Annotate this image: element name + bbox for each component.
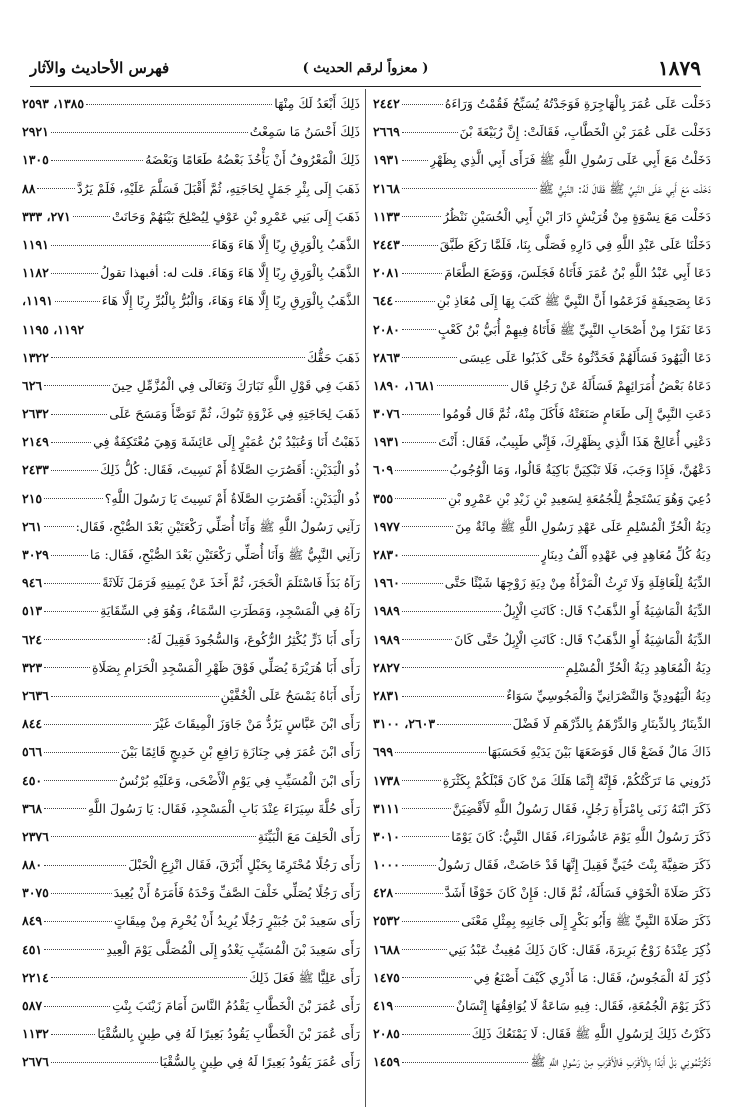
entry-text: الذَّهَبُ بِالْوَرِقِ رِبًا إِلَّا هَاءَ وَهَاءَ، وَالْبُرُّ بِالْبُرِّ رِبًا إِلَّا هَاءَ [101,293,360,309]
leader-dots [44,385,110,386]
hadith-number: ٢٦٧٦ [22,1054,49,1070]
leader-dots [44,724,151,725]
hadith-number: ٥٦٦ [22,744,43,760]
index-entry [373,1020,711,1048]
entry-text: ذَرُونِي مَا تَرَكْتُكُمْ، فَإِنَّهُ إِنَّمَا هَلَكَ مَنْ كَانَ قَبْلَكُمْ بِكَثْرَةِ [442,772,711,788]
index-entry [22,795,360,823]
entry-text: رَآهُ فِي الْمَسْجِدِ، وَمَطَرَتِ السَّمَاءُ، وَهُوَ فِي السِّقَايَةِ [100,603,360,619]
entry-text: ذُو الْيَدَيْنِ: أَقَصُرَتِ الصَّلَاةُ أَمْ نَسِيتَ يَا رَسُولَ اللَّهِ؟ [104,490,360,506]
entry-text: ذَلِكَ أَبْعَدُ لَكَ مِنْهَا [274,96,360,111]
index-entry [373,654,711,682]
index-entry [373,738,711,766]
entry-text: ذُكِرَ عِنْدَهُ زَوْجُ بَرِيرَةَ، فَقَال: كَانَ ذَلِكَ مُغِيثٌ عَبْدُ بَنِي [448,941,711,957]
leader-dots [44,1006,110,1007]
index-entry [373,146,711,174]
hadith-number: ٢٩٢١ [22,124,49,140]
hadith-number: ١٧٣٨ [373,772,400,788]
hadith-number: ٦٤٤ [373,293,394,309]
leader-dots [44,526,73,527]
hadith-number: ٤١٩ [373,998,394,1013]
hadith-number: ١١٩١ [22,236,49,252]
hadith-number: ١٠٠٠ [373,857,400,873]
index-entry [373,372,711,400]
leader-dots [51,132,248,133]
leader-dots [402,245,438,246]
index-entry [373,513,711,541]
hadith-number: ٣٥٥ [373,490,394,506]
index-entry [22,146,360,174]
entry-text: رَأَى حُلَّةَ سِيَرَاءَ عِنْدَ بَابِ الْمَسْجِدِ، فَقَال: يَا رَسُولَ اللَّهِ [87,800,360,816]
index-entry [373,1048,711,1076]
leader-dots [402,160,428,161]
entry-text: دَعَاهُ بَعْضُ أُمَرَائِهِمْ فَسَأَلَهُ عَنْ رَجُلٍ قَال [510,377,711,393]
entry-text: ذَكَرَ رَسُولُ اللَّهِ يَوْمَ عَاشُورَاءَ، فَقَال النَّبِيُّ: كَانَ يَوْمًا [451,828,711,844]
leader-dots [402,104,443,105]
leader-dots [51,1034,96,1035]
entry-text: الذَّهَبُ بِالْوَرِقِ رِبًا إِلَّا هَاءَ وَهَاءَ. قلت له: أفبهذا تقولُ [100,265,360,281]
index-entry [373,851,711,879]
entry-text: رَأَى عَلِيًّا ﷺ فَعَلَ ذَلِكَ [249,969,360,985]
entry-text: ذَهَبَ إِلَى بِئْرِ جَمَلٍ لِحَاجَتِهِ، ثُمَّ أَقْبَلَ فَسَلَّمَ عَلَيْهِ، فَلَمْ يَرُدَّ [77,180,360,196]
index-entry [373,879,711,907]
leader-dots [44,639,144,640]
leader-dots [402,780,441,781]
hadith-number: ١٩٣١ [373,152,400,168]
entry-text: ذَلِكَ أَحْسَنُ مَا سَمِعْتُ [249,124,360,140]
index-entry [373,682,711,710]
hadith-number: ٢١٥ [22,490,43,506]
index-entry [22,485,360,513]
leader-dots [44,611,98,612]
leader-dots [44,921,112,922]
entry-text: ذَهَبَ لِحَاجَتِهِ فِي غَزْوَةِ تَبُوكَ، ثُمَّ تَوَضَّأَ وَمَسَحَ عَلَى [109,406,360,422]
leader-dots [51,893,112,894]
index-entry [22,400,360,428]
hadith-number: ٤٥٠ [22,772,43,788]
index-entry [22,316,360,344]
hadith-number: ٣٠٧٥ [22,885,49,901]
leader-dots [402,949,447,950]
leader-dots [44,808,86,809]
index-entry [373,569,711,597]
hadith-number: ٨٤٤ [22,716,43,732]
index-entry [22,1048,360,1076]
hadith-number: ١٩٣١ [373,434,400,450]
header-rule [30,86,701,87]
entry-text: رَآنِي رَسُولُ اللَّهِ ﷺ وَأَنَا أُصَلِّي رَكْعَتَيْنِ بَعْدَ الصُّبْحِ، فَقَال: [75,518,360,534]
entry-text: رَأَى رَجُلًا يُصَلِّي خَلْفَ الصَّفِّ وَحْدَهُ فَأَمَرَهُ أَنْ يُعِيدَ [113,885,360,901]
hadith-number: ٣٠٧٦ [373,406,400,422]
entry-text: دَخَلْت عَلَى عُمَرَ بِالْهَاجِرَةِ فَوَجَدْتُهُ يُسَبِّحُ فَقُمْتُ وَرَاءَهُ [444,96,711,111]
leader-dots [402,865,436,866]
entry-text: دَعَا أَبِي عَبْدُ اللَّهِ بْنُ عُمَرَ فَأَتَاهُ فَجَلَسَ، وَوَضَعَ الطَّعَامَ [444,265,711,281]
hadith-number: ٢٠٨٥ [373,1026,400,1042]
leader-dots [402,555,539,556]
leader-dots [51,696,219,697]
leader-dots [51,1062,158,1063]
leader-dots [402,188,537,189]
hadith-number: ٥٨٧ [22,998,43,1013]
index-entry [373,118,711,146]
hadith-number: ٢١٤٩ [22,434,49,450]
entry-text: دَخَلْنَا عَلَى عَبْدِ اللَّهِ فِي دَارِهِ فَصَلَّى بِنَا، فَلَمَّا رَكَعَ طَبَّقَ [439,236,711,252]
leader-dots [437,724,510,725]
hadith-number: ٢٧١، ٣٣٣ [22,208,71,224]
index-entry [373,344,711,372]
leader-dots [51,977,247,978]
hadith-number: ٨٨ [22,180,36,196]
leader-dots [395,893,443,894]
entry-text: دَعْنِي أُعَالِجْ هَذَا الَّذِي بِظَهْرِكَ، فَإِنِّي طَبِيبٌ، فَقَال: أَنْتَ [438,434,711,450]
leader-dots [37,188,75,189]
entry-text: رَأَى أَبَا ذَرٍّ يُكْثِرُ الرُّكُوعَ، وَالسُّجُودَ فَقِيلَ لَهُ: [146,631,360,647]
entry-text: ذَكَرَ صَلَاةَ الْخَوْفِ فَسَأَلَهُ، ثُمَّ قَال: فَإِنْ كَانَ خَوْفًا أَشَدَّ [444,885,711,901]
index-entry [22,654,360,682]
index-entry [373,626,711,654]
entry-text: رَأَى سَعِيدَ بْنَ جُبَيْرٍ رَجُلًا يُرِيدُ أَنْ يُحْرِمَ مِنْ مِيقَاتٍ [113,913,360,929]
page-number: ١٨٧٩ [658,56,701,80]
leader-dots [44,752,118,753]
leader-dots [402,442,436,443]
hadith-number: ١١٣٢ [22,1026,49,1042]
index-entry [22,428,360,456]
hadith-number: ٢٦٦٩ [373,124,400,140]
leader-dots [44,667,90,668]
hadith-number: ٢٣٧٦ [22,828,49,844]
hadith-number: ١٩٧٧ [373,518,400,534]
hadith-number: ١٤٥٩ [373,1054,400,1070]
index-entry [22,513,360,541]
leader-dots [51,245,210,246]
entry-text: ذَهَبَ فِي قَوْلِ اللَّهِ تَبَارَكَ وَتَعَالَى فِي الْمُزَّمِّلِ حِينَ [111,377,360,393]
index-entry [373,907,711,935]
entry-text: دِيَةُ الْيَهُودِيِّ وَالنَّصْرَانِيِّ وَالْمَجُوسِيِّ سَوَاءٌ [506,687,711,703]
hadith-number: ١١٨٢ [22,265,49,281]
index-entry [373,964,711,992]
leader-dots [402,357,457,358]
leader-dots [402,611,501,612]
index-entry [373,936,711,964]
hadith-number: ٩٤٦ [22,575,43,591]
index-entry [22,287,360,315]
index-entry [373,231,711,259]
entry-text: الدِّيَةُ الْمَاشِيَةُ أَوِ الذَّهَبُ؟ قَال: كَانَتِ الْإِبِلُ [502,603,711,619]
leader-dots [402,639,452,640]
hadith-number: ٢٤٣٣ [22,462,49,478]
leader-dots [55,301,100,302]
index-entry [22,964,360,992]
hadith-number: ١٣٢٢ [22,349,49,365]
index-entry [373,823,711,851]
index-entry [373,767,711,795]
entry-text: ذَكَرَ صَفِيَّةَ بِنْتَ حُيَيٍّ فَقِيلَ إِنَّهَا قَدْ حَاضَتْ، فَقَال رَسُولُ [437,857,711,873]
index-entry [22,626,360,654]
entry-text: ذُو الْيَدَيْنِ: أَقَصُرَتِ الصَّلَاةُ أَمْ نَسِيتَ، فَقَال: كُلُّ ذَلِكَ [100,462,360,478]
entry-text: رَأَى ابْنَ الْمُسَيِّبِ فِي يَوْمِ الْأَضْحَى، وَعَلَيْهِ بُرْنُسٌ [119,772,360,788]
section-title: فهرس الأحاديث والآثار [30,59,170,77]
leader-dots [51,470,98,471]
leader-dots [395,1006,454,1007]
index-entry [22,90,360,118]
entry-text: ذَكَرْتُ ذَلِكَ لِرَسُولِ اللَّهِ ﷺ فَقَال: لَا يَمْنَعُكَ ذَلِكَ [471,1026,711,1042]
leader-dots [402,977,472,978]
index-entry [373,428,711,456]
hadith-number: ٦٢٤ [22,631,43,647]
leader-dots [44,780,117,781]
leader-dots [44,498,103,499]
entry-text: دَعَا نَفَرًا مِنْ أَصْحَابِ النَّبِيِّ ﷺ فَأَتَاهُ فِيهِمْ أُبَيُّ بْنُ كَعْبٍ [437,321,711,337]
entry-text: دَعَا الْيَهُودَ فَسَأَلَهُمْ فَحَدَّثُوهُ حَتَّى كَذَبُوا عَلَى عِيسَى [458,349,711,365]
index-entry [22,203,360,231]
column-divider [365,89,366,1107]
leader-dots [437,385,508,386]
index-entry [373,400,711,428]
hadith-number: ٢٦٣٦ [22,687,49,703]
entry-text: دَخَلْت عَلَى عُمَرَ بْنِ الْخَطَّابِ، فَقَالَتْ: إِنَّ رُبَيْعَةَ بْنَ [459,124,711,140]
leader-dots [395,301,435,302]
leader-dots [402,1034,470,1035]
index-entry [22,372,360,400]
entry-text: ذَكِّرْتُمُونِي بَلْ أَبَدًا بِالْأَقْرَبِ فَالْأَقْرَبِ مِنْ رَسُولِ اللَّهِ ﷺ [530,1054,711,1070]
entry-text: الذَّهَبُ بِالْوَرِقِ رِبًا إِلَّا هَاءَ وَهَاءَ [211,236,360,252]
entry-text: رَأَى عُمَرَ بْنَ الْخَطَّابِ يَقُودُ بَعِيرًا لَهُ فِي طِينٍ بِالسُّقْيَا [97,1026,360,1042]
leader-dots [86,104,272,105]
leader-dots [73,216,110,217]
entry-text: الدِّيَةُ الْمَاشِيَةُ أَوِ الذَّهَبُ؟ قَال: كَانَتِ الْإِبِلُ حَتَّى كَانَ [454,631,711,647]
index-entry [373,597,711,625]
leader-dots [402,836,449,837]
index-entry [22,682,360,710]
index-entry [373,287,711,315]
hadith-number: ١٩٨٩ [373,631,400,647]
hadith-number: ٤٢٨ [373,885,394,901]
entry-text: ذَهَبَ حَقُّكَ [307,349,360,365]
index-entry [373,175,711,203]
leader-dots [51,273,98,274]
leader-dots [402,696,504,697]
entry-text: رَأَى أَبَا هُرَيْرَةَ يُصَلِّي فَوْقَ ظَهْرِ الْمَسْجِدِ الْحَرَامِ بِصَلَاةِ [92,659,360,675]
index-entry [373,90,711,118]
hadith-number: ٦٠٩ [373,462,394,478]
hadith-number: ٤٥١ [22,941,43,957]
page-header [30,56,701,86]
entry-text: رَأَى عُمَرَ يَقُودُ بَعِيرًا لَهُ فِي طِينٍ بِالسُّقْيَا [159,1054,360,1070]
index-entry [22,851,360,879]
hadith-number: ١٣٨٥، ٢٥٩٣ [22,96,85,111]
leader-dots [395,752,486,753]
hadith-number: ١٦٨١، ١٨٩٠ [373,377,436,393]
index-entry [373,485,711,513]
hadith-number: ١٩٦٠ [373,575,400,591]
leader-dots [402,329,436,330]
hadith-number: ١٩٨٩ [373,603,400,619]
leader-dots [402,216,441,217]
entry-text: دِيَةُ الْحُرِّ الْمُسْلِمِ عَلَى عَهْدِ رَسُولِ اللَّهِ ﷺ مِائَةٌ مِنَ [455,518,711,534]
hadith-number: ٢٢١٤ [22,969,49,985]
page-subtitle: ( معزواً لرقم الحديث ) [302,61,429,76]
index-entry [22,569,360,597]
index-entry [22,597,360,625]
hadith-number: ٢٤٤٣ [373,236,400,252]
hadith-number: ١١٣٣ [373,208,400,224]
index-entry [22,456,360,484]
leader-dots [51,357,305,358]
leader-dots [402,1062,529,1063]
hadith-number: ٣٢٣ [22,659,43,675]
index-entry [22,992,360,1020]
entry-text: دِيَةُ كُلِّ مُعَاهِدٍ فِي عَهْدِهِ أَلْفُ دِينَارٍ [540,547,711,562]
index-entry [22,767,360,795]
leader-dots [402,808,451,809]
index-entry [373,541,711,569]
hadith-number: ٢٦٠٣، ٣١٠٠ [373,716,436,732]
leader-dots [402,667,564,668]
entry-text: ذُكِرَ لَهُ الْمَجُوسُ، فَقَال: مَا أَدْرِي كَيْفَ أَصْنَعُ فِي [473,969,711,985]
hadith-number: ٢٨٣٠ [373,547,400,562]
hadith-number: ٦٩٩ [373,744,394,760]
entry-text: ذَكَرَ ابْنَهُ زَنَى بِامْرَأَةِ رَجُلٍ، فَقَال رَسُولُ اللَّهِ لَأَقْضِيَنَّ [452,800,711,816]
leader-dots [402,583,443,584]
hadith-number: ١٦٨٨ [373,941,400,957]
hadith-number: ٢٦٣٢ [22,406,49,422]
leader-dots [402,414,441,415]
hadith-number: ١٣٠٥ [22,152,49,168]
leader-dots [51,414,107,415]
leader-dots [44,583,100,584]
leader-dots [51,160,143,161]
entry-text: ذَهَبْتُ أَنَا وَعُبَيْدُ بْنُ عُمَيْرٍ إِلَى عَائِشَةَ وَهِيَ مُعْتَكِفَةٌ فِي [93,434,360,450]
entry-text: دَعْهُنَّ، فَإِذَا وَجَبَ، فَلَا تَبْكِيَنَّ بَاكِيَةٌ قَالُوا، وَمَا الْوُجُوبُ [449,462,711,478]
index-entry [373,259,711,287]
leader-dots [402,921,459,922]
index-entry [22,907,360,935]
hadith-number: ٣١١١ [373,800,400,816]
index-entry [22,823,360,851]
entry-text: ذَكَرَ يَوْمَ الْجُمُعَةِ، فَقَال: فِيهِ سَاعَةٌ لَا يُوَافِقُهَا إِنْسَانٌ [455,998,711,1013]
hadith-number: ٨٨٠ [22,857,43,873]
leader-dots [51,555,88,556]
index-entry [22,879,360,907]
hadith-number: ٢٠٨٠ [373,321,400,337]
index-entry [22,738,360,766]
entry-text: رَأَى سَعِيدَ بْنَ الْمُسَيِّبِ يَغْدُو إِلَى الْمُصَلَّى يَوْمَ الْعِيدِ [106,941,360,957]
index-entry [22,710,360,738]
hadith-number: ٢٥٣٢ [373,913,400,929]
index-entry [373,992,711,1020]
entry-text: دَعَتِ النَّبِيَّ إِلَى طَعَامٍ صَنَعَتْهُ فَأَكَلَ مِنْهُ، ثُمَّ قَال قُومُوا [442,406,711,422]
leader-dots [402,132,458,133]
hadith-number: ٢٨٣١ [373,687,400,703]
entry-text: دُعِيَ وَهُوَ يَسْتَحِمُّ لِلْجُمُعَةِ لِسَعِيدِ بْنِ زَيْدِ بْنِ عَمْرِو بْنِ [447,490,711,506]
entry-text: رَأَى رَجُلًا مُحْتَرِمًا بِحَبْلٍ أَبْرَقَ، فَقَال انْزِعِ الْحَبْلَ [128,857,360,873]
right-column [373,90,711,1077]
entry-text: دَعَا بِصَحِيفَةٍ فَزَعَمُوا أَنَّ النَّبِيَّ ﷺ كَتَبَ بِهَا إِلَى مُعَاذِ بْنِ [436,293,711,309]
hadith-number: ١١٩٢، ١١٩٥ [22,321,85,337]
left-column [22,90,360,1077]
index-entry [373,316,711,344]
leader-dots [51,442,91,443]
hadith-number: ١٤٧٥ [373,969,400,985]
hadith-number: ٢٨٦٣ [373,349,400,365]
index-entry [22,344,360,372]
index-entry [373,203,711,231]
entry-text: ذَاكَ مَالٌ فَضَعْ قَال فَوَضَعَهَا بَيْنَ يَدَيْهِ فَحَسَبَهَا [487,744,711,760]
index-entry [22,1020,360,1048]
hadith-number: ١١٩١، [22,293,53,309]
leader-dots [402,273,442,274]
entry-text: دَخَلْتُ مَعَ أَبِي عَلَى رَسُولِ اللَّهِ ﷺ فَرَأَى أَبِي الَّذِي بِظَهْرِ [430,152,711,168]
index-entry [22,259,360,287]
leader-dots [402,526,453,527]
entry-text: ذَكَرَ صَلَاةَ النَّبِيِّ ﷺ وَأَبُو بَكْرٍ إِلَى جَانِبِهِ بِمِثْلِ مَعْنَى [461,913,711,929]
entry-text: الدِّيَةُ لِلْعَاقِلَةِ وَلَا تَرِثُ الْمَرْأَةُ مِنْ دِيَةِ زَوْجِهَا شَيْئًا حَتَّى [444,575,711,591]
hadith-number: ٦٢٦ [22,377,43,393]
entry-text: رَأَى أَبَاهُ يَمْسَحُ عَلَى الْخُفَّيْنِ [220,687,360,703]
hadith-number: ٢٦١ [22,518,43,534]
entry-text: رَأَى الْحَلِفَ مَعَ الْبَيِّنَةِ [257,828,360,844]
leader-dots [44,949,104,950]
hadith-number: ٢٤٤٢ [373,96,400,111]
hadith-number: ٢١٦٨ [373,180,400,196]
hadith-number: ٨٤٩ [22,913,43,929]
hadith-number: ٣٠٢٩ [22,547,49,562]
entry-text: ذَهَبَ إِلَى بَنِي عَمْرِو بْنِ عَوْفٍ لِيُصْلِحَ بَيْنَهُمْ وَحَانَتْ [111,208,360,224]
entry-text: رَأَى ابْنَ عَبَّاسٍ يَرُدُّ مَنْ جَاوَزَ الْمِيقَاتَ غَيْرَ [152,716,360,732]
entry-text: رَأَى عُمَرَ بْنَ الْخَطَّابِ يَقْدُمُ النَّاسَ أَمَامَ زَيْنَبَ بِنْتِ [112,998,360,1013]
index-entry [22,175,360,203]
hadith-number: ٥١٣ [22,603,43,619]
leader-dots [395,470,447,471]
index-entry [22,118,360,146]
index-entry [22,231,360,259]
hadith-number: ٢٨٢٧ [373,659,400,675]
index-entry [373,456,711,484]
index-entry [373,710,711,738]
index-entry [22,936,360,964]
entry-text: رَآنِي النَّبِيُّ ﷺ وَأَنَا أُصَلِّي رَكْعَتَيْنِ بَعْدَ الصُّبْحِ، فَقَال: مَا [89,547,360,562]
hadith-number: ٢٠٨١ [373,265,400,281]
hadith-number: ٣٠١٠ [373,828,400,844]
entry-text: الدِّينَارُ بِالدِّينَارِ وَالدِّرْهَمُ بِالدِّرْهَمِ لَا فَضْلَ [512,716,711,732]
entry-text: رَأَى ابْنَ عُمَرَ فِي جِنَازَةِ رَافِعِ بْنِ خَدِيجٍ قَائِمًا بَيْنَ [120,744,360,760]
entry-text: دَخَلْت مَعَ أَبِي عَلَى النَّبِيِّ ﷺ فَقَالَ لَهُ: النَّبِيُّ ﷺ [538,180,711,196]
hadith-number: ٣٦٨ [22,800,43,816]
index-entry [22,541,360,569]
leader-dots [51,836,256,837]
leader-dots [44,865,126,866]
index-entry [373,795,711,823]
entry-text: دَخَلْت مَعَ نِسْوَةٍ مِنْ قُرَيْشٍ دَارَ ابْنِ أَبِي الْحُسَيْنِ نَنْظُرُ [442,208,711,224]
entry-text: دِيَةُ الْمُعَاهِدِ دِيَةُ الْحُرِّ الْمُسْلِمِ [565,659,711,675]
leader-dots [395,498,446,499]
entry-text: رَآهُ بَدَأَ فَاسْتَلَمَ الْحَجَرَ، ثُمَّ أَخَذَ عَنْ يَمِينِهِ فَرَمَلَ ثَلَاثَةً [102,575,360,591]
entry-text: ذَلِكَ الْمَعْرُوفُ أَنْ يَأْخُذَ بَعْضُهُ طَعَامًا وَبَعْضَهُ [145,152,360,168]
